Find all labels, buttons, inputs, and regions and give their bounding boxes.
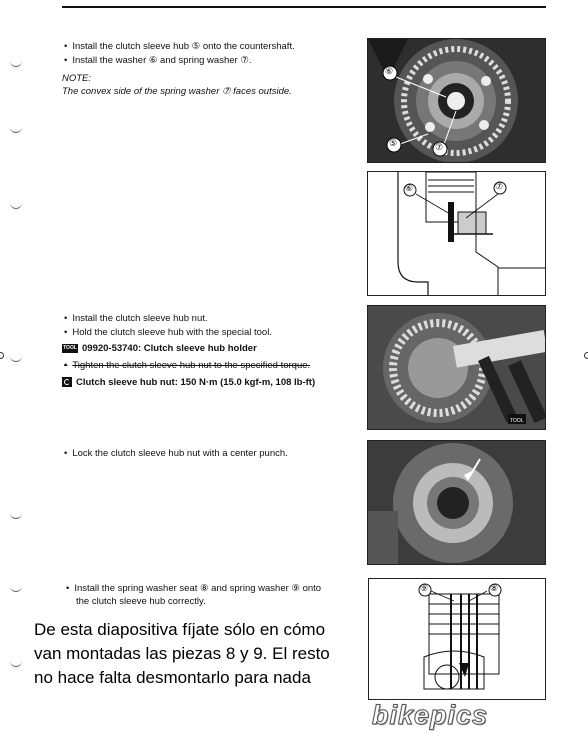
note-text: The convex side of the spring washer ⑦ faces outside.: [62, 86, 292, 97]
margin-mark: [10, 60, 22, 67]
margin-mark: [10, 202, 22, 209]
header-rule: [62, 6, 546, 8]
step-install-hub-nut: • Install the clutch sleeve hub nut.: [64, 312, 208, 325]
margin-mark: [10, 660, 22, 667]
callout-8: ⑧: [490, 583, 499, 593]
torque-icon: [62, 377, 72, 387]
margin-mark: [10, 126, 22, 133]
margin-mark: [10, 585, 22, 592]
binding-hole: [584, 352, 588, 359]
step-install-sleeve-hub: • Install the clutch sleeve hub ⑤ onto the countershaft.: [64, 40, 295, 53]
callout-5: ⑤: [389, 138, 398, 148]
callout-7: ⑦: [435, 142, 444, 152]
svg-text:TOOL: TOOL: [510, 418, 524, 424]
callout-9: ⑨: [420, 583, 429, 593]
margin-mark: [10, 355, 22, 362]
photo-hub-holder-tool: [367, 305, 546, 430]
diagram-washer-orientation: [367, 171, 546, 296]
step-install-washer-seat: • Install the spring washer seat ⑧ and spring washer ⑨ onto: [66, 582, 321, 595]
bikepics-logo: bikepics: [372, 700, 489, 730]
step-install-washer: • Install the washer ⑥ and spring washer ⑦.: [64, 54, 251, 67]
comment-text: De esta diapositiva fíjate sólo en cómo van montadas las piezas 8 y 9. El resto no hace falta desmontarlo para nada: [34, 620, 330, 687]
binding-hole: [0, 352, 4, 359]
callout-7: ⑦: [495, 181, 504, 191]
special-tool-line: [62, 342, 257, 355]
note-label: NOTE:: [62, 73, 92, 84]
callout-6: ⑥: [405, 183, 414, 193]
special-tool-text: 09920-53740: Clutch sleeve hub holder: [82, 343, 257, 354]
diagram-washer-seat: [368, 578, 546, 700]
step-hold-hub: • Hold the clutch sleeve hub with the special tool.: [64, 326, 272, 339]
tool-icon: TOOL: [63, 344, 77, 351]
photo-center-punch: [367, 440, 546, 565]
photo-clutch-hub-washers: [367, 38, 546, 163]
torque-spec-line: [62, 376, 315, 389]
step-tighten-nut: • Tighten the clutch sleeve hub nut to the specified torque.: [64, 359, 310, 372]
torque-spec-text: Clutch sleeve hub nut: 150 N·m (15.0 kgf-m, 108 lb-ft): [76, 377, 316, 388]
step-lock-nut: • Lock the clutch sleeve hub nut with a center punch.: [64, 447, 288, 460]
callout-6: ⑥: [385, 66, 394, 76]
margin-mark: [10, 512, 22, 519]
step-install-washer-seat-cont: the clutch sleeve hub correctly.: [76, 596, 206, 607]
